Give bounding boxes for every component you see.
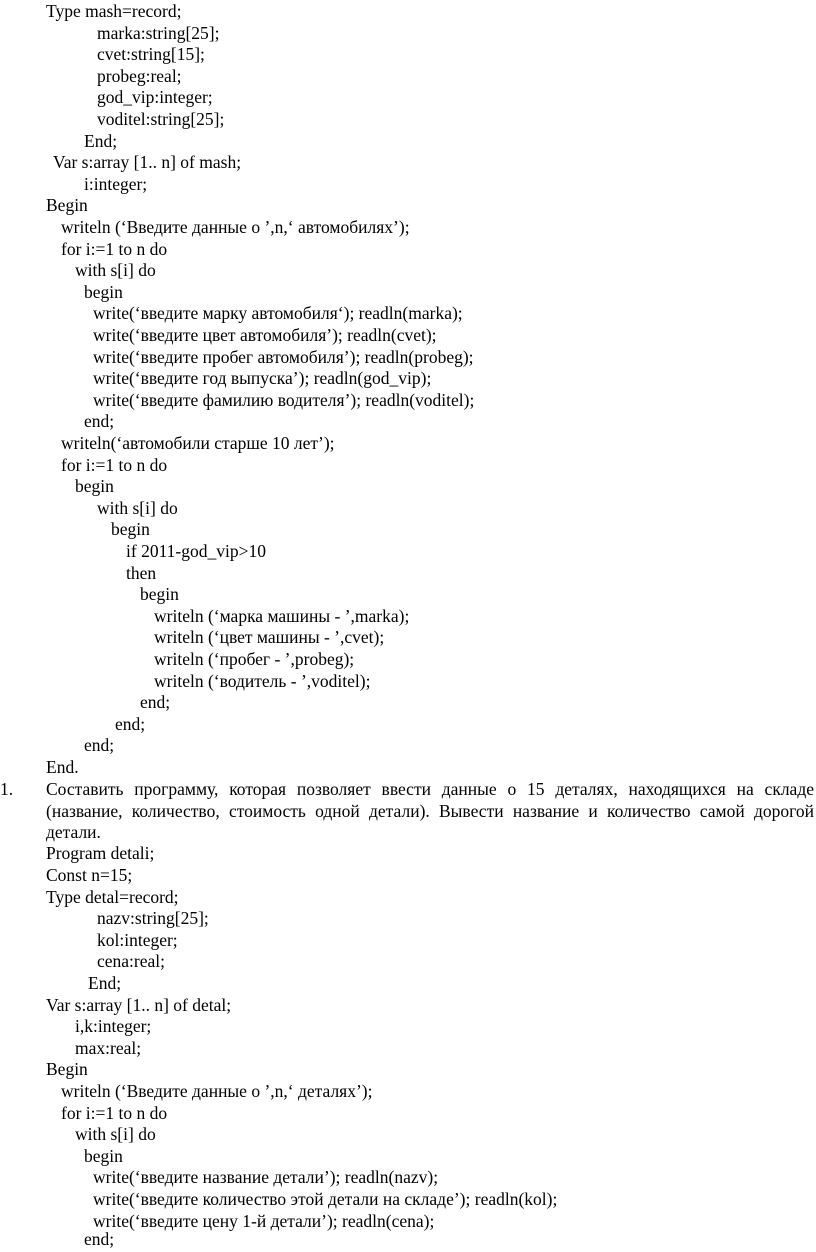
code-line: write(‘введите фамилию водителя’); readln(voditel); xyxy=(93,390,475,410)
code-line: then xyxy=(126,563,157,583)
code-line: begin xyxy=(111,519,150,539)
code-line: Const n=15; xyxy=(46,865,133,885)
code-line: end; xyxy=(140,692,171,712)
code-line: with s[i] do xyxy=(75,1124,156,1144)
code-line: end; xyxy=(84,411,115,431)
code-line: Program detali; xyxy=(46,843,155,863)
code-line: marka:string[25]; xyxy=(97,23,220,43)
code-line: write(‘введите год выпуска’); readln(god_vip); xyxy=(93,368,432,388)
code-line: writeln (‘Введите данные о ’,n,‘ деталях’); xyxy=(61,1081,373,1101)
code-line: if 2011-god_vip>10 xyxy=(126,541,266,561)
code-line: voditel:string[25]; xyxy=(97,109,225,129)
code-line: Begin xyxy=(46,195,88,215)
code-line: god_vip:integer; xyxy=(97,87,213,107)
task-text: Составить программу, которая позволяет ввести данные о 15 деталях, находящихся на складе (название, количество, стоимость одной детали). Вывести название и количество самой дорогой детали. xyxy=(46,779,814,843)
code-line: cvet:string[15]; xyxy=(97,44,205,64)
code-line: writeln(‘автомобили старше 10 лет’); xyxy=(61,433,335,453)
code-line: begin xyxy=(84,282,123,302)
code-line: write(‘введите количество этой детали на складе’); readln(kol); xyxy=(93,1189,558,1209)
code-line: with s[i] do xyxy=(75,260,156,280)
code-line: end; xyxy=(115,714,146,734)
code-line: i,k:integer; xyxy=(75,1016,152,1036)
code-line: begin xyxy=(84,1146,123,1166)
code-line: writeln (‘Введите данные о ’,n,‘ автомобилях’); xyxy=(61,217,410,237)
code-line: End; xyxy=(84,131,118,151)
code-line: writeln (‘пробег - ’,probeg); xyxy=(154,649,355,669)
code-line: write(‘введите пробег автомобиля’); readln(probeg); xyxy=(93,347,474,367)
code-line: probeg:real; xyxy=(97,66,182,86)
code-line: Var s:array [1.. n] of detal; xyxy=(46,995,232,1015)
code-line: End. xyxy=(46,757,79,777)
code-line: Begin xyxy=(46,1059,88,1079)
code-line: nazv:string[25]; xyxy=(97,908,209,928)
code-line: writeln (‘цвет машины - ’,cvet); xyxy=(154,627,385,647)
code-line: write(‘введите цену 1-й детали’); readln(cena); xyxy=(93,1211,435,1231)
code-line: for i:=1 to n do xyxy=(61,1103,168,1123)
code-line: writeln (‘водитель - ’,voditel); xyxy=(154,671,371,691)
code-line: write(‘введите название детали’); readln(nazv); xyxy=(93,1167,439,1187)
code-line: for i:=1 to n do xyxy=(61,239,168,259)
code-line: with s[i] do xyxy=(97,498,178,518)
code-line: writeln (‘марка машины - ’,marka); xyxy=(154,606,410,626)
code-line: end; xyxy=(84,1229,115,1249)
code-line: for i:=1 to n do xyxy=(61,455,168,475)
code-line: Var s:array [1.. n] of mash; xyxy=(53,152,242,172)
code-line: begin xyxy=(75,476,114,496)
code-line: kol:integer; xyxy=(97,930,178,950)
code-line: write(‘введите цвет автомобиля’); readln(cvet); xyxy=(93,325,437,345)
code-line: End; xyxy=(88,973,122,993)
code-line: Type detal=record; xyxy=(46,887,179,907)
code-line: i:integer; xyxy=(84,174,148,194)
code-line: end; xyxy=(84,735,115,755)
code-line: begin xyxy=(140,584,179,604)
task-number: 1. xyxy=(0,779,14,799)
code-line: max:real; xyxy=(75,1038,142,1058)
code-line: write(‘введите марку автомобиля‘); readln(marka); xyxy=(93,303,463,323)
code-line: Type mash=record; xyxy=(46,1,182,21)
code-line: cena:real; xyxy=(97,951,166,971)
